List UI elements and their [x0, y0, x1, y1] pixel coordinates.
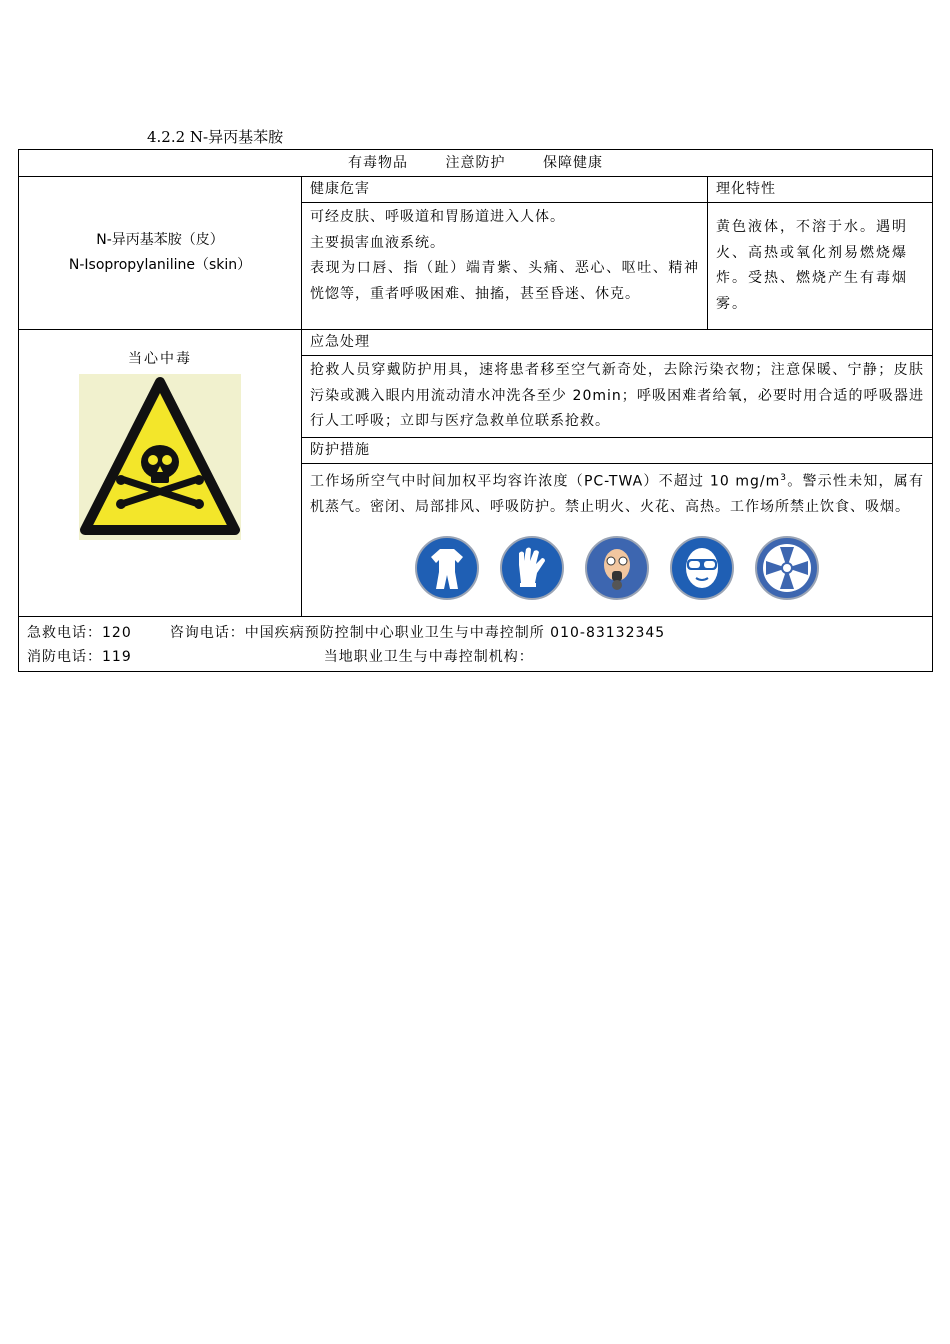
- protection-text-sup: 3: [780, 472, 788, 483]
- protection-text-rest: 。警示性未知，属有机蒸气。密闭、局部排风、呼吸防护。禁止明火、火花、高热。工作场所禁止饮食、吸烟。: [310, 473, 924, 515]
- banner-text-3: 保障健康: [542, 155, 603, 171]
- first-aid-text: 抢救人员穿戴防护用具，速将患者移至空气新奇处，去除污染衣物；注意保暖、宁静；皮肤污染或溅入眼内用流动清水冲洗各至少 20min；呼吸困难者给氧，必要时用合适的呼吸器进行人工呼吸；立即与医疗急救单位联系抢救。: [302, 356, 933, 438]
- health-line-3: 表现为口唇、指（趾）端青紫、头痛、恶心、呕吐、精神恍惚等，重者呼吸困难、抽搐，甚至昏迷、休克。: [310, 260, 699, 302]
- footer-line-1: [27, 621, 924, 645]
- emergency-contacts: [19, 617, 933, 672]
- fire-phone: 消防电话：119: [27, 649, 132, 666]
- footer-line-2: [27, 645, 924, 669]
- protection-header: 防护措施: [302, 437, 933, 463]
- hazard-banner: [19, 150, 933, 177]
- toxic-skull-warning-icon: [19, 374, 301, 544]
- banner-text-1: 有毒物品: [348, 155, 409, 171]
- gas-mask-icon: [583, 532, 651, 604]
- consult-phone: 咨询电话：中国疾病预防控制中心职业卫生与中毒控制所 010-83132345: [169, 625, 666, 642]
- local-agency: 当地职业卫生与中毒控制机构：: [323, 649, 534, 666]
- chemical-name-cn: N-异丙基苯胺（皮）: [96, 232, 224, 248]
- ventilation-fan-icon: [753, 532, 821, 604]
- health-hazard-text: [302, 203, 708, 330]
- first-aid-header: 应急处理: [302, 330, 933, 356]
- protection-cell: [302, 463, 933, 617]
- protective-gloves-icon: [498, 532, 566, 604]
- emergency-phone: 急救电话：120: [27, 625, 132, 642]
- protection-text: [310, 466, 924, 521]
- health-line-1: 可经皮肤、呼吸道和胃肠道进入人体。: [310, 209, 565, 225]
- health-line-2: 主要损害血液系统。: [310, 234, 445, 251]
- hazard-card: [18, 149, 933, 672]
- ppe-icon-row: [310, 532, 924, 604]
- chemical-name-cell: [19, 177, 302, 330]
- warning-sign-cell: [19, 330, 302, 617]
- protection-text-main: 工作场所空气中时间加权平均容许浓度（PC-TWA）不超过 10 mg/m: [310, 473, 781, 490]
- physchem-header: 理化特性: [708, 177, 933, 203]
- chemical-name-en: N-Isopropylaniline（skin）: [68, 257, 252, 273]
- safety-goggles-icon: [668, 532, 736, 604]
- warning-sign-label: 当心中毒: [128, 351, 192, 367]
- banner-text-2: 注意防护: [445, 155, 506, 171]
- physchem-text: 黄色液体，不溶于水。遇明火、高热或氧化剂易燃烧爆炸。受热、燃烧产生有毒烟雾。: [708, 203, 933, 330]
- protective-clothing-icon: [413, 532, 481, 604]
- section-title: 4.2.2 N-异丙基苯胺: [147, 128, 284, 146]
- health-hazard-header: 健康危害: [302, 177, 708, 203]
